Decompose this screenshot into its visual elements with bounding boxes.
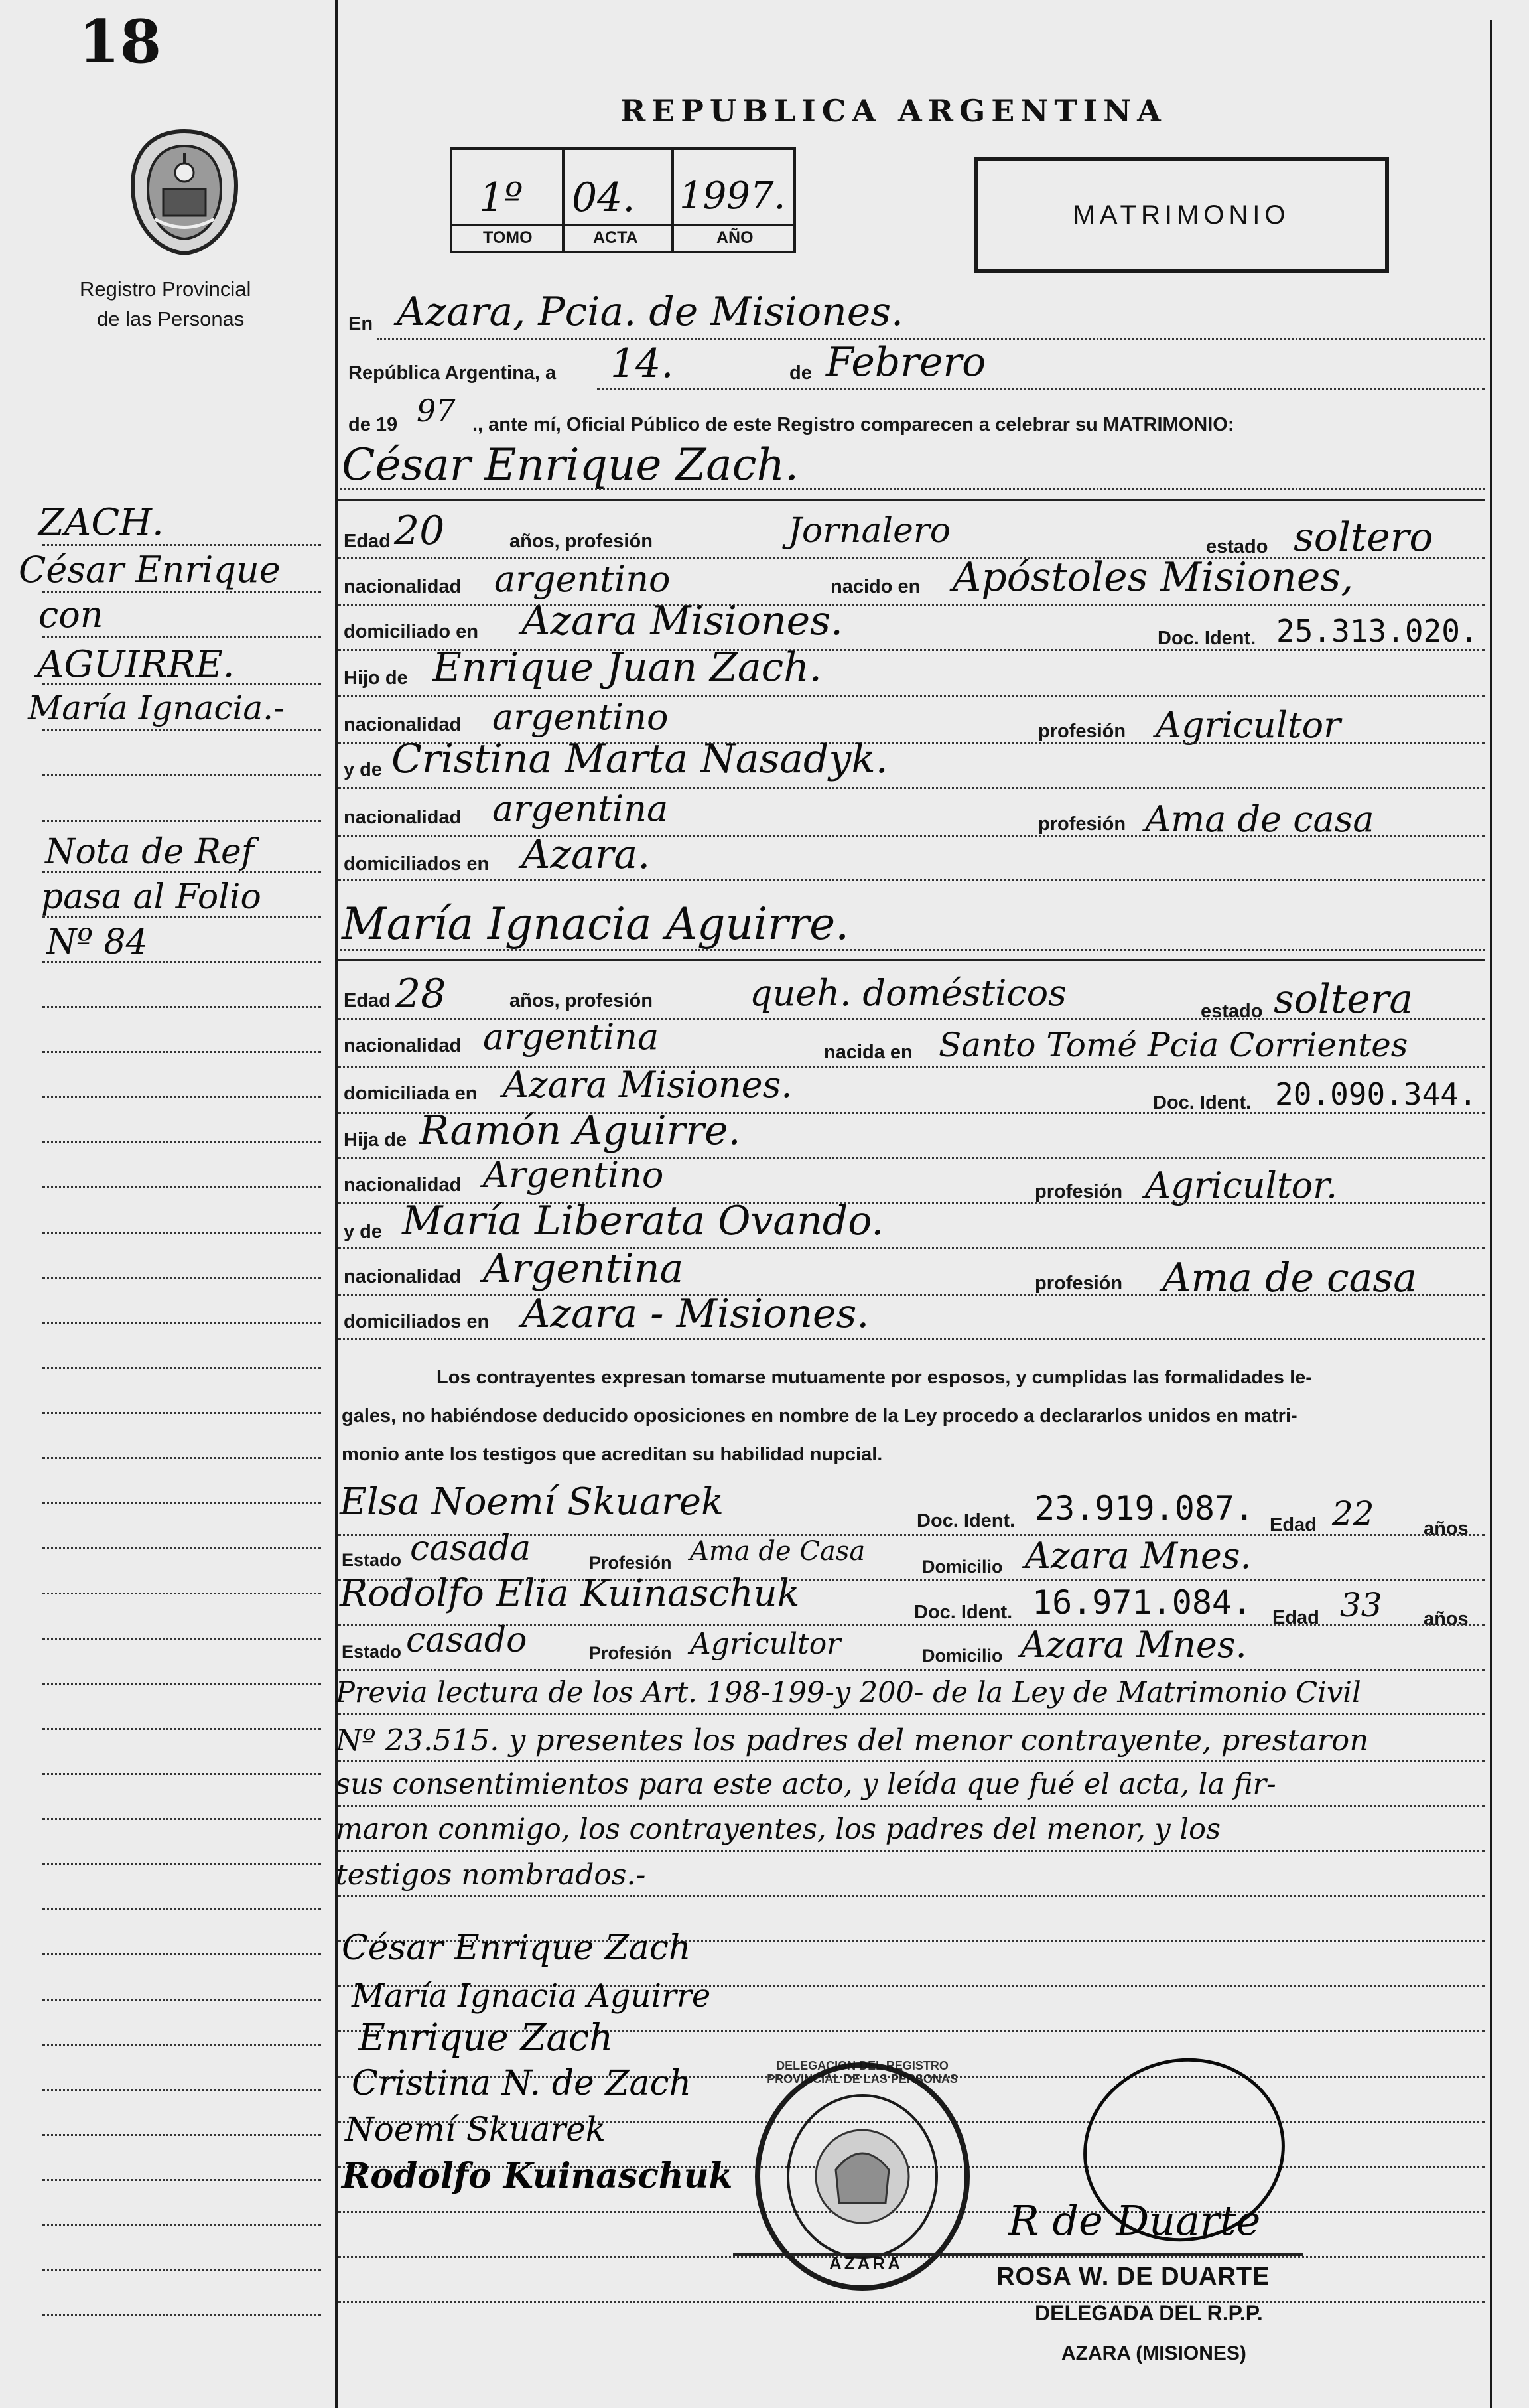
witness1-domicile-label: Domicilio (922, 1557, 1003, 1577)
official-signature-underline (733, 2253, 1303, 2256)
month-value: Febrero (826, 339, 986, 386)
ano-label: AÑO (716, 228, 754, 247)
groom-mother-nationality-label: nacionalidad (344, 807, 462, 828)
notes-line3: sus consentimientos para este acto, y leída que fué el acta, la fir- (336, 1768, 1276, 1801)
bride-nationality: argentina (483, 1016, 659, 1058)
margin-divider-line (335, 0, 338, 2408)
de-label: de (789, 362, 812, 384)
witness2-domicile-label: Domicilio (922, 1646, 1003, 1665)
ano-value: 1997. (679, 175, 786, 218)
margin-note-number: Nº 84 (46, 922, 148, 962)
bride-father: Ramón Aguirre. (419, 1107, 741, 1154)
signature-groom-father: Enrique Zach (358, 2017, 614, 2060)
notes-line2: Nº 23.515. y presentes los padres del menor contrayente, prestaron (336, 1723, 1369, 1758)
witness2-status: casado (406, 1620, 527, 1660)
bride-father-profession-label: profesión (1035, 1181, 1123, 1202)
groom-father-profession-label: profesión (1038, 721, 1126, 742)
groom-profession: Jornalero (788, 511, 951, 551)
signature-groom: César Enrique Zach (342, 1928, 691, 1968)
groom-nationality-label: nacionalidad (344, 576, 462, 597)
bride-father-nationality: Argentino (483, 1154, 664, 1196)
margin-con: con (38, 594, 103, 636)
groom-father-nationality-label: nacionalidad (344, 714, 462, 735)
groom-mother-nationality: argentina (492, 788, 669, 829)
stamp-bottom-text: AZARA (829, 2253, 903, 2273)
groom-mother: Cristina Marta Nasadyk. (391, 736, 888, 782)
witness2-age-unit: años (1424, 1608, 1469, 1630)
country-title: REPUBLICA ARGENTINA (620, 93, 1167, 129)
bride-father-profession: Agricultor. (1145, 1165, 1338, 1206)
witness2-docid-label: Doc. Ident. (914, 1602, 1013, 1623)
witness1-status: casada (410, 1529, 531, 1569)
margin-surname-groom: ZACH. (38, 501, 164, 544)
groom-residence-label: domiciliado en (344, 621, 479, 642)
bride-profession-label: años, profesión (509, 990, 653, 1011)
witness2-profession: Agricultor (690, 1627, 841, 1661)
groom-age: 20 (394, 508, 445, 554)
bride-age: 28 (395, 971, 446, 1017)
right-border-line (1490, 20, 1492, 2408)
witness2-age-label: Edad (1272, 1607, 1319, 1628)
witness1-docid-label: Doc. Ident. (917, 1510, 1016, 1531)
witness1-status-label: Estado (342, 1550, 402, 1570)
groom-nationality: argentino (494, 558, 671, 600)
groom-profession-label: años, profesión (509, 531, 653, 552)
bride-mother-profession-label: profesión (1035, 1273, 1123, 1294)
stamp-ring-text: DELEGACION DEL REGISTRO PROVINCIAL DE LAS PERSONAS (767, 2059, 958, 2086)
bride-mother-profession: Ama de casa (1162, 1255, 1417, 1301)
registry-name-line2: de las Personas (97, 307, 245, 330)
year-value: 97 (417, 393, 456, 429)
provincial-seal-icon (125, 126, 244, 259)
notes-line1: Previa lectura de los Art. 198-199-y 200- de la Ley de Matrimonio Civil (336, 1676, 1361, 1709)
groom-father-nationality: argentino (492, 696, 669, 738)
groom-status: soltero (1294, 514, 1433, 561)
groom-residence: Azara Misiones. (521, 598, 843, 644)
groom-birthplace: Apóstoles Misiones, (953, 554, 1354, 601)
signature-bride: María Ignacia Aguirre (352, 1977, 711, 2015)
bride-father-label: Hija de (344, 1129, 407, 1151)
witness1-name: Elsa Noemí Skuarek (340, 1480, 724, 1523)
bride-name: María Ignacia Aguirre. (342, 898, 850, 950)
year-prefix: de 19 (348, 414, 398, 435)
page-number: 18 (78, 7, 162, 77)
document-type-label: MATRIMONIO (1073, 200, 1290, 230)
tomo-label: TOMO (483, 228, 533, 247)
bride-mother-nationality-label: nacionalidad (344, 1266, 462, 1287)
groom-docid: 25.313.020. (1276, 613, 1479, 649)
bride-parents-residence: Azara - Misiones. (521, 1291, 870, 1337)
bride-profession: queh. domésticos (750, 972, 1067, 1014)
republic-label: República Argentina, a (348, 362, 557, 384)
bride-birthplace: Santo Tomé Pcia Corrientes (939, 1026, 1408, 1064)
intro-text: ., ante mí, Oficial Público de este Registro comparecen a celebrar su MATRIMONIO: (472, 414, 1234, 435)
witness2-domicile: Azara Mnes. (1020, 1624, 1247, 1665)
bride-residence: Azara Misiones. (503, 1064, 793, 1105)
bride-parents-residence-label: domiciliados en (344, 1311, 490, 1332)
bride-docid-label: Doc. Ident. (1153, 1092, 1252, 1113)
witness1-age: 22 (1332, 1494, 1374, 1533)
groom-age-label: Edad (344, 531, 391, 552)
witness1-age-unit: años (1424, 1518, 1469, 1539)
bride-residence-label: domiciliada en (344, 1083, 478, 1104)
bride-status-label: estado (1201, 1001, 1263, 1022)
margin-surname-bride: AGUIRRE. (37, 643, 235, 686)
signature-groom-mother: Cristina N. de Zach (352, 2064, 692, 2103)
signature-witness1: Noemí Skuarek (345, 2110, 606, 2149)
acta-value: 04. (572, 175, 635, 221)
witness2-status-label: Estado (342, 1642, 402, 1662)
bride-status: soltera (1274, 976, 1414, 1023)
witness1-domicile: Azara Mnes. (1025, 1535, 1252, 1577)
declaration-line1: Los contrayentes expresan tomarse mutuamente por esposos, y cumplidas las formalidades le- (436, 1367, 1312, 1388)
official-place: AZARA (MISIONES) (1061, 2342, 1246, 2364)
groom-name: César Enrique Zach. (342, 439, 799, 490)
official-signature: R de Duarte (1008, 2196, 1261, 2245)
bride-birthplace-label: nacida en (824, 1042, 913, 1063)
notes-line5: testigos nombrados.- (336, 1858, 646, 1892)
witness1-age-label: Edad (1270, 1514, 1317, 1535)
document-type-box (974, 157, 1389, 273)
margin-name-bride: María Ignacia.- (28, 689, 285, 727)
groom-father: Enrique Juan Zach. (432, 644, 822, 691)
witness1-profession-label: Profesión (589, 1553, 672, 1573)
bride-mother-nationality: Argentina (483, 1245, 684, 1292)
witness2-profession-label: Profesión (589, 1643, 672, 1663)
bride-age-label: Edad (344, 990, 391, 1011)
margin-name-groom: César Enrique (19, 549, 281, 591)
witness2-name: Rodolfo Elia Kuinaschuk (340, 1572, 800, 1615)
declaration-line2: gales, no habiéndose deducido oposiciones en nombre de la Ley procedo a declararlos unidos en matri- (342, 1405, 1297, 1427)
groom-birthplace-label: nacido en (831, 576, 921, 597)
declaration-line3: monio ante los testigos que acreditan su habilidad nupcial. (342, 1444, 883, 1465)
notes-line4: maron conmigo, los contrayentes, los padres del menor, y los (336, 1813, 1221, 1846)
place-value: Azara, Pcia. de Misiones. (397, 289, 904, 335)
groom-status-label: estado (1206, 536, 1268, 557)
bride-docid: 20.090.344. (1275, 1076, 1477, 1112)
tomo-value: 1º (479, 175, 523, 221)
day-value: 14. (610, 340, 674, 387)
witness1-docid: 23.919.087. (1035, 1489, 1255, 1527)
groom-mother-profession-label: profesión (1038, 814, 1126, 835)
margin-note-folio: pasa al Folio (41, 877, 261, 917)
groom-mother-label: y de (344, 759, 383, 780)
official-title: DELEGADA DEL R.P.P. (1035, 2301, 1263, 2325)
groom-parents-residence: Azara. (521, 831, 651, 878)
record-number-box (450, 147, 796, 253)
groom-father-label: Hijo de (344, 668, 408, 689)
margin-note-ref: Nota de Ref (45, 832, 254, 872)
bride-mother-label: y de (344, 1221, 383, 1242)
witness1-profession: Ama de Casa (690, 1536, 866, 1567)
groom-father-profession: Agricultor (1156, 704, 1341, 746)
bride-nationality-label: nacionalidad (344, 1035, 462, 1056)
groom-parents-residence-label: domiciliados en (344, 853, 490, 875)
acta-label: ACTA (593, 228, 638, 247)
bride-mother: María Liberata Ovando. (402, 1198, 884, 1244)
signature-witness2: Rodolfo Kuinaschuk (342, 2156, 733, 2196)
registry-name-line1: Registro Provincial (80, 277, 251, 301)
witness2-age: 33 (1340, 1586, 1382, 1624)
groom-mother-profession: Ama de casa (1145, 798, 1374, 840)
bride-father-nationality-label: nacionalidad (344, 1174, 462, 1196)
en-label: En (348, 313, 373, 334)
witness2-docid: 16.971.084. (1032, 1583, 1252, 1622)
official-name: ROSA W. DE DUARTE (996, 2263, 1270, 2291)
groom-docid-label: Doc. Ident. (1158, 628, 1256, 649)
